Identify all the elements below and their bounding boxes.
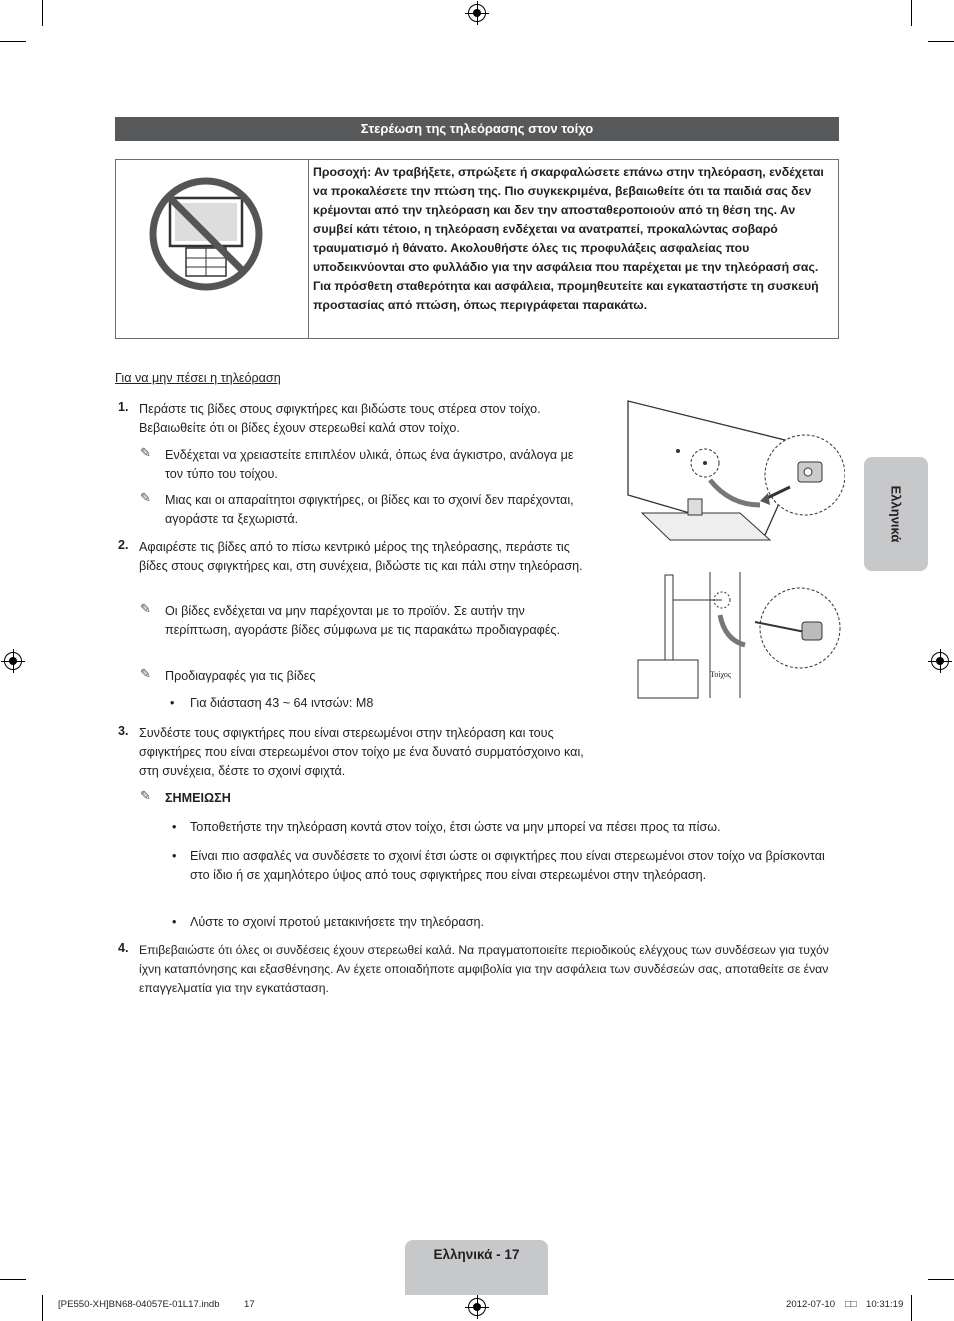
- note-text: Ενδέχεται να χρειαστείτε επιπλέον υλικά, όπως ένα άγκιστρο, ανάλογα με τον τύπο του τοίχου.: [165, 448, 574, 481]
- language-side-tab-label: Ελληνικά: [888, 485, 904, 543]
- bullet-icon: •: [170, 696, 175, 710]
- crop-mark: [0, 1279, 26, 1280]
- page-number-tab: Ελληνικά - 17: [405, 1240, 548, 1295]
- bullet-text: Είναι πιο ασφαλές να συνδέσετε το σχοινί έτσι ώστε οι σφιγκτήρες που είναι στερεωμένοι στον τοίχο να βρίσκονται στο ίδιο ή σε χαμηλότερο ύψος από τους σφιγκτήρες που είναι στερεωμένοι στην τηλεόραση.: [190, 849, 825, 882]
- pencil-note-icon: ✎: [140, 490, 151, 505]
- step-number: 2.: [118, 538, 129, 552]
- crop-mark: [42, 0, 43, 26]
- step-text: Αφαιρέστε τις βίδες από το πίσω κεντρικό μέρος της τηλεόρασης, περάστε τις βίδες στους σφιγκτήρες και, στη συνέχεια, βιδώστε τις και πάλι στην τηλεόραση.: [139, 540, 583, 573]
- step-number: 3.: [118, 724, 129, 738]
- step-text: Περάστε τις βίδες στους σφιγκτήρες και βιδώστε τους στέρεα στον τοίχο. Βεβαιωθείτε ότι οι βίδες έχουν στερεωθεί καλά στον τοίχο.: [139, 402, 541, 435]
- bullet-icon: •: [172, 849, 177, 863]
- registration-mark-icon: [468, 1298, 486, 1316]
- bullet-icon: •: [172, 820, 177, 834]
- warning-text: Προσοχή: Αν τραβήξετε, σπρώξετε ή σκαρφαλώσετε επάνω στην τηλεόραση, ενδέχεται να προκαλέσετε την πτώση της. Πιο συγκεκριμένα, βεβαιωθείτε ότι τα παιδιά σας δεν κρέμονται από την τηλεόραση και δεν την αποσταθεροποιούν από τη θέση της. Αν συμβεί κάτι τέτοιο, η τηλεόραση ενδέχεται να ανατραπεί, προκαλώντας σοβαρό τραυματισμό ή θάνατο. Ακολουθήστε όλες τις προφυλάξεις ασφαλείας που υποδεικνύονται στο φυλλάδιο για την ασφάλεια που παρέχεται με την τηλεόρασή σας. Για πρόσθετη σταθερότητα και ασφάλεια, προμηθευτείτε και εγκαταστήστε τη συσκευή προστασίας από πτώση, όπως περιγράφεται παρακάτω.: [313, 165, 824, 312]
- slug-date: 2012-07-10: [786, 1299, 836, 1310]
- section-title: Στερέωση της τηλεόρασης στον τοίχο: [115, 117, 839, 141]
- step-text: Συνδέστε τους σφιγκτήρες που είναι στερεωμένοι στην τηλεόραση και τους σφιγκτήρες που είναι στερεωμένοι στον τοίχο με ένα δυνατό συρματόσχοινο και, στη συνέχεια, δέστε το σχοινί σφιχτά.: [139, 726, 584, 778]
- bullet-icon: •: [172, 915, 177, 929]
- language-side-tab: [864, 457, 928, 571]
- note-text: Οι βίδες ενδέχεται να μην παρέχονται με το προϊόν. Σε αυτήν την περίπτωση, αγοράστε βίδες σύμφωνα με τις παρακάτω προδιαγραφές.: [165, 604, 561, 637]
- crop-mark: [0, 41, 26, 42]
- pencil-note-icon: ✎: [140, 601, 151, 616]
- no-climbing-tv-icon: [148, 176, 264, 292]
- note-heading: ΣΗΜΕΙΩΣΗ: [165, 791, 231, 805]
- crop-mark: [911, 0, 912, 26]
- note-text: Μιας και οι απαραίτητοι σφιγκτήρες, οι βίδες και το σχοινί δεν παρέχονται, αγοράστε τα ξεχωριστά.: [165, 493, 574, 526]
- slug-file: [PE550-XH]BN68-04057E-01L17.indb: [58, 1299, 220, 1310]
- wall-label: Τοίχος: [710, 670, 732, 679]
- bullet-text: Για διάσταση 43 ~ 64 ιντσών: M8: [190, 696, 374, 710]
- step-text: Επιβεβαιώστε ότι όλες οι συνδέσεις έχουν στερεωθεί καλά. Να πραγματοποιείτε περιοδικούς ελέγχους των συνδέσεων για τυχόν ίχνη καταπόνησης και εξασθένησης. Αν έχετε οποιαδήποτε αμφιβολία για την ασφάλεια των συνδέσεών σας, αποταθείτε σε έναν επαγγελματία για την εγκατάσταση.: [139, 943, 829, 995]
- slug-glyphs: □□: [845, 1299, 857, 1310]
- crop-mark: [928, 1279, 954, 1280]
- bullet-text: Τοποθετήστε την τηλεόραση κοντά στον τοίχο, έτσι ώστε να μην μπορεί να πέσει προς τα πίσω.: [190, 820, 721, 834]
- step-number: 1.: [118, 400, 129, 414]
- bullet-text: Λύστε το σχοινί προτού μετακινήσετε την τηλεόραση.: [190, 915, 484, 929]
- crop-mark: [911, 1295, 912, 1321]
- note-text: Προδιαγραφές για τις βίδες: [165, 669, 316, 683]
- side-view-wall-illustration: [630, 570, 845, 700]
- pencil-note-icon: ✎: [140, 666, 151, 681]
- crop-mark: [928, 41, 954, 42]
- slug-page: 17: [244, 1299, 255, 1310]
- pencil-note-icon: ✎: [140, 445, 151, 460]
- registration-mark-icon: [4, 652, 22, 670]
- registration-mark-icon: [468, 4, 486, 22]
- crop-mark: [42, 1295, 43, 1321]
- slug-time: 10:31:19: [866, 1299, 904, 1310]
- pencil-note-icon: ✎: [140, 788, 151, 803]
- tv-back-bracket-illustration: [620, 395, 845, 545]
- warning-divider: [308, 159, 309, 339]
- registration-mark-icon: [931, 652, 949, 670]
- step-number: 4.: [118, 941, 129, 955]
- subheading: Για να μην πέσει η τηλεόραση: [115, 371, 281, 385]
